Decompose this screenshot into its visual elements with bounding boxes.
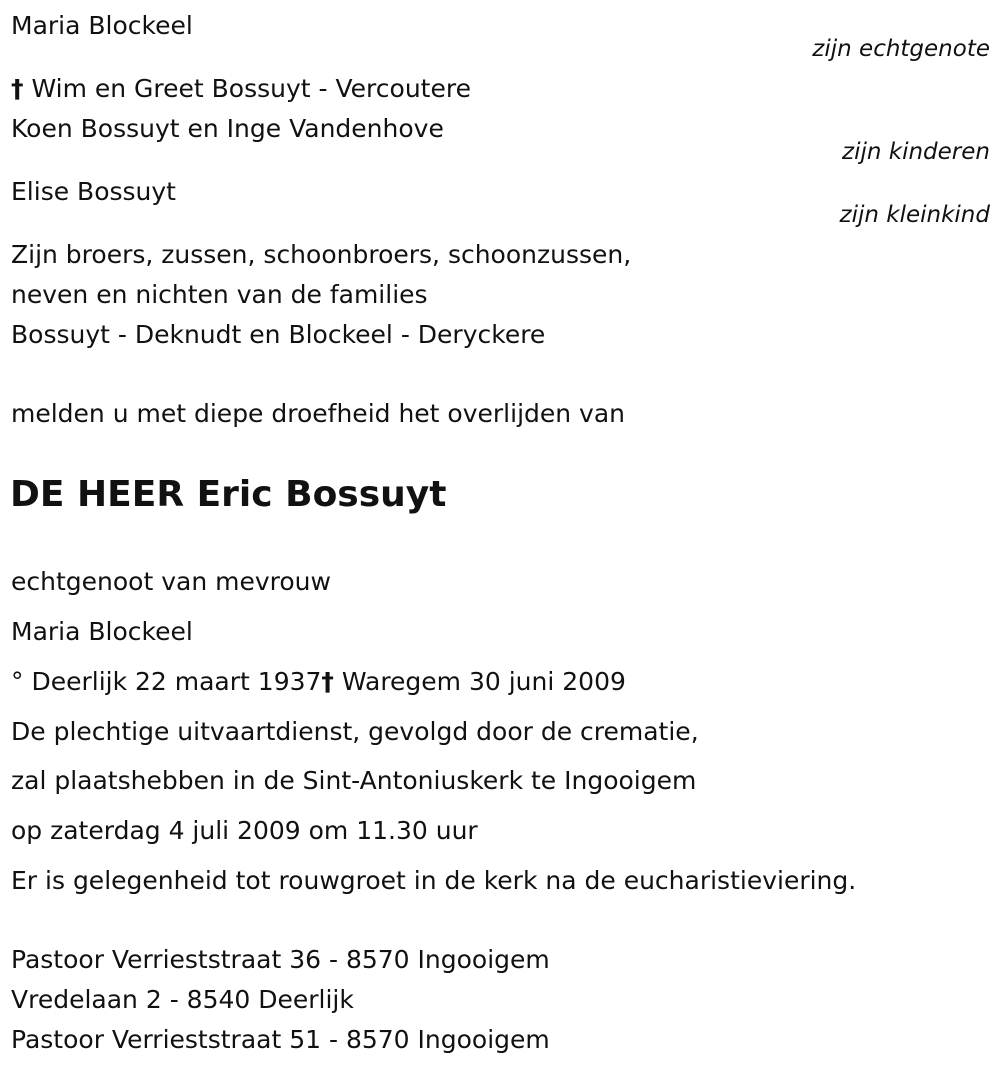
- address-line-1: Pastoor Verrieststraat 36 - 8570 Ingooigem: [11, 945, 550, 974]
- child-name-1: Wim en Greet Bossuyt - Vercoutere: [31, 74, 471, 103]
- death-cross-icon: †: [321, 667, 334, 696]
- children-relation: zijn kinderen: [842, 139, 990, 165]
- announcement: melden u met diepe droefheid het overlijden van: [11, 399, 626, 428]
- deceased-name: DE HEER Eric Bossuyt: [10, 474, 447, 515]
- grandchild-relation: zijn kleinkind: [839, 202, 990, 228]
- extended-family-1: Zijn broers, zussen, schoonbroers, schoonzussen,: [11, 240, 632, 269]
- spouse-relation: zijn echtgenote: [812, 36, 990, 62]
- service-line-4: Er is gelegenheid tot rouwgroet in de kerk na de eucharistieviering.: [11, 866, 857, 895]
- life-dates: [11, 666, 626, 698]
- spouse-label: echtgenoot van mevrouw: [11, 567, 331, 596]
- extended-family-3: Bossuyt - Deknudt en Blockeel - Deryckere: [11, 320, 546, 349]
- birth-info: Deerlijk 22 maart 1937: [31, 667, 322, 696]
- birth-mark-icon: °: [11, 667, 24, 696]
- cross-icon: †: [11, 74, 24, 103]
- address-line-2: Vredelaan 2 - 8540 Deerlijk: [11, 985, 354, 1014]
- grandchild-name: Elise Bossuyt: [11, 177, 176, 206]
- extended-family-2: neven en nichten van de families: [11, 280, 428, 309]
- address-line-3: Pastoor Verrieststraat 51 - 8570 Ingooigem: [11, 1025, 550, 1054]
- service-line-1: De plechtige uitvaartdienst, gevolgd door de crematie,: [11, 717, 699, 746]
- spouse-name: Maria Blockeel: [11, 11, 193, 40]
- deceased-spouse-name: Maria Blockeel: [11, 617, 193, 646]
- child-name-2: Koen Bossuyt en Inge Vandenhove: [11, 114, 444, 143]
- service-line-2: zal plaatshebben in de Sint-Antoniuskerk te Ingooigem: [11, 766, 697, 795]
- service-line-3: op zaterdag 4 juli 2009 om 11.30 uur: [11, 816, 478, 845]
- child-line-1: [11, 73, 471, 105]
- death-info: Waregem 30 juni 2009: [341, 667, 626, 696]
